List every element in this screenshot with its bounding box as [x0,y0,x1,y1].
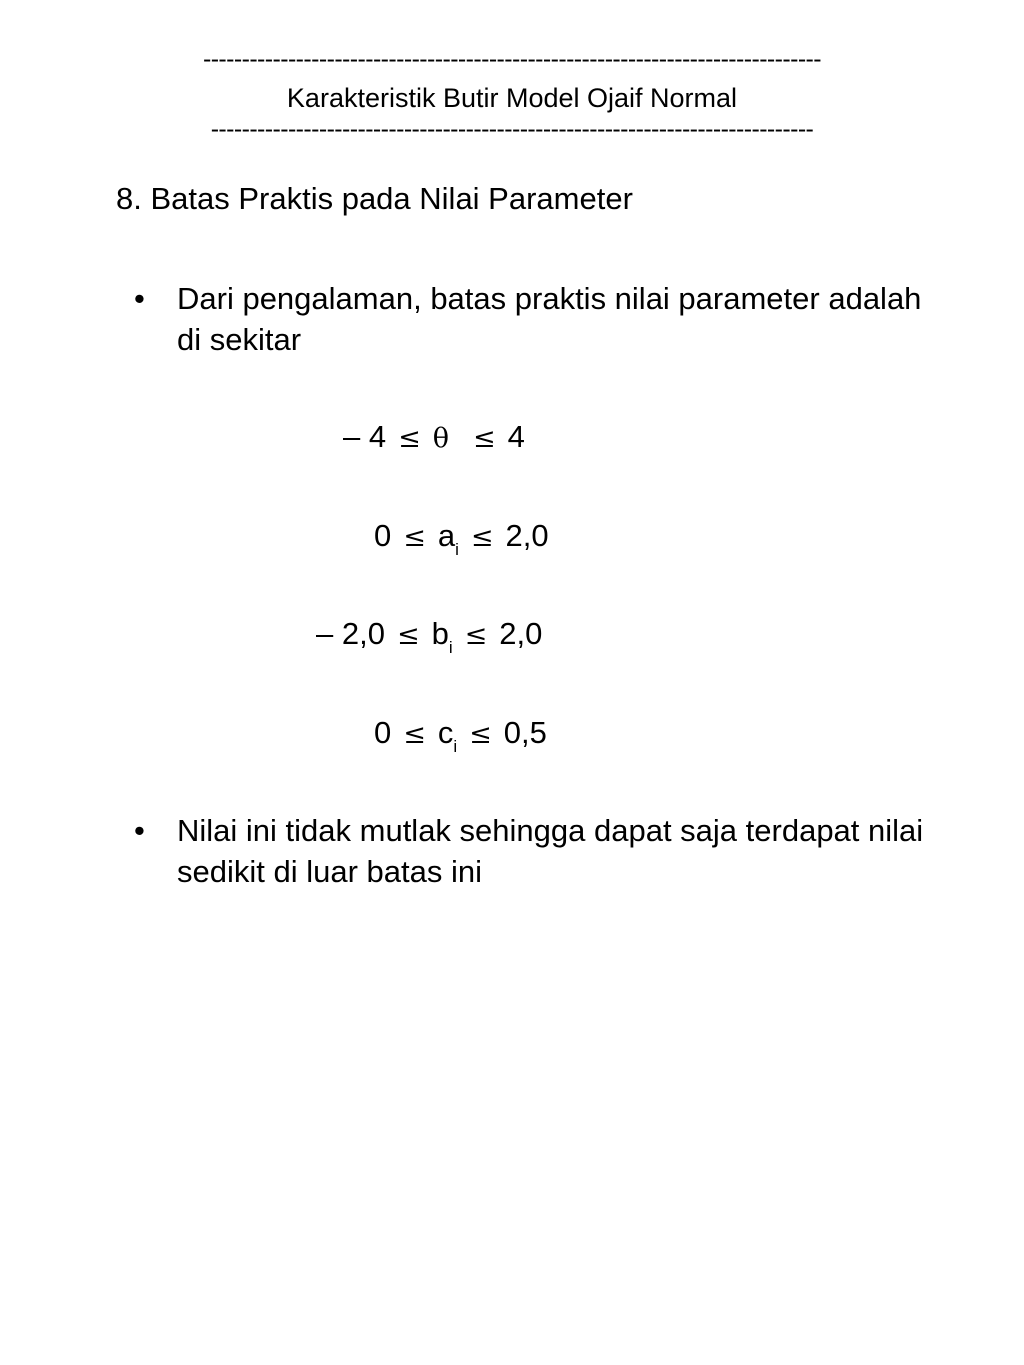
inequality-upper: 2,0 [505,518,549,553]
inequality-lower: – 2,0 [316,616,385,651]
inequality-lower: 0 [374,715,392,750]
header-divider-bottom: ------------------------------------------------------------------------------ [210,115,814,143]
inequality-b [316,615,542,655]
leq-symbol: ≤ [469,719,492,750]
leq-symbol: ≤ [470,522,494,553]
inequality-variable: θ [432,423,449,454]
leq-symbol: ≤ [473,423,496,454]
inequality-c [374,714,547,754]
inequality-upper: 0,5 [503,715,547,750]
header-divider-top: -------------------------------------------------------------------------------- [202,45,822,73]
leq-symbol: ≤ [398,423,421,454]
bullet-marker: • [134,281,145,316]
leq-symbol: ≤ [403,719,426,750]
inequality-lower: 0 [374,518,392,553]
inequality-variable: b [431,616,449,651]
section-title: 8. Batas Praktis pada Nilai Parameter [116,181,633,216]
inequality-variable: a [437,518,456,553]
inequality-upper: 4 [507,419,525,454]
leq-symbol: ≤ [396,620,420,651]
bullet-marker: • [134,813,145,848]
inequality-theta [343,418,525,458]
inequality-lower: – 4 [343,419,387,454]
inequality-subscript: i [448,638,453,657]
inequality-variable: c [437,715,454,750]
inequality-a [374,517,549,557]
header-title: Karakteristik Butir Model Ojaif Normal [286,83,738,113]
inequality-subscript: i [453,737,458,756]
inequality-upper: 2,0 [499,616,543,651]
leq-symbol: ≤ [403,522,426,553]
inequality-subscript: i [455,540,459,559]
leq-symbol: ≤ [464,620,488,651]
bullet-text: Dari pengalaman, batas praktis nilai parameter adalah di sekitar [177,281,922,357]
bullet-text: Nilai ini tidak mutlak sehingga dapat saja terdapat nilai sedikit di luar batas ini [177,813,924,889]
